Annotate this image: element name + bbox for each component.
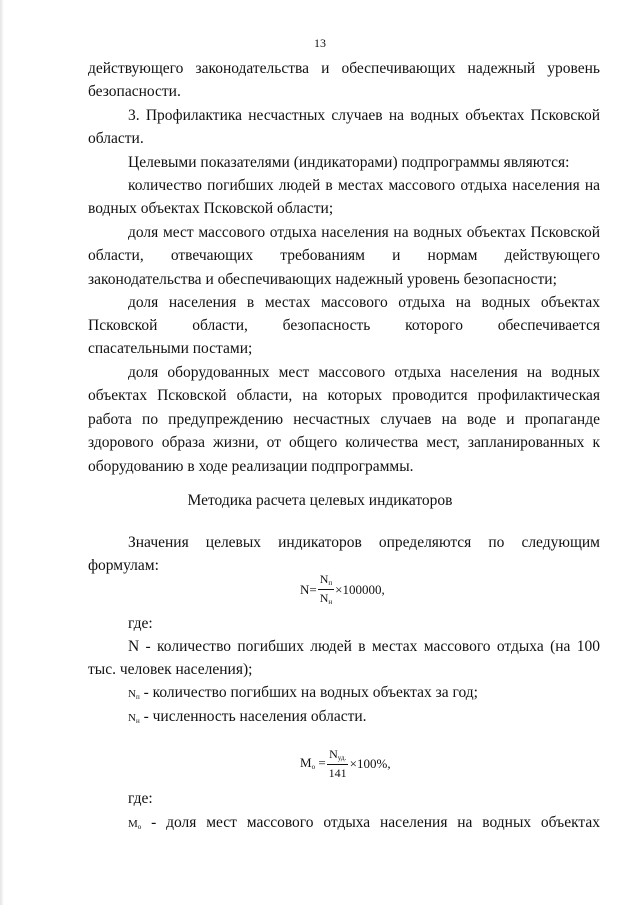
paragraph-item-3: 3. Профилактика несчастных случаев на водных объектах Псковской области. <box>88 107 600 148</box>
paragraph-indicator-deaths: количество погибших людей в местах массового отдыха населения на водных объектах Псковской области; <box>88 177 600 218</box>
paragraph-indicator-population-end: спасательными постами; <box>88 340 253 357</box>
formula-n-numerator: $N_п$ <box>318 573 334 590</box>
paragraph-indicators-intro: Целевыми показателями (индикаторами) подпрограммы являются: <box>128 154 570 171</box>
page-number: 13 <box>314 36 326 50</box>
formula-mo-numerator: $N_{уд.}$ <box>327 748 348 765</box>
definition-n-p: $N_п$ - количество погибших на водных объектах за год; <box>128 684 478 701</box>
definition-n: N - количество погибших людей в местах массового отдыха (на 100 тыс. человек населения); <box>88 638 600 679</box>
paragraph-indicator-population: доля населения в местах массового отдыха на водных объектах Псковской области, безопасность которого обеспечивается <box>88 294 600 335</box>
paragraph-indicator-equipped-places: доля оборудованных мест массового отдыха населения на водных объектах Псковской области, на которых проводится профилактическая работа по предупреждению несчастных случаев на воде и пропаганде здорового образа жизни, от общего количества мест, запланированных к оборудованию в ходе реализации подпрограммы. <box>88 364 600 475</box>
definition-n-n: $N_н$ - численность населения области. <box>128 708 367 725</box>
paragraph-indicator-safe-places: доля мест массового отдыха населения на водных объектах Псковской области, отвечающих требованиям и нормам действующего законодательства и обеспечивающих надежный уровень безопасности; <box>88 224 600 288</box>
symbol-mo: $M_о$ <box>128 818 142 831</box>
formula-mo-rhs: ×100%, <box>349 756 391 771</box>
formula-mo-denominator: 141 <box>328 766 347 780</box>
formula-mo-fraction <box>327 748 349 779</box>
symbol-n-p: $N_п$ <box>128 688 140 701</box>
definition-mo: $M_о$ - доля мест массового отдыха населения на водных объектах <box>128 814 600 831</box>
where-label-2: где: <box>128 790 153 807</box>
formula-n-fraction <box>318 573 334 606</box>
formula-mo <box>300 748 391 779</box>
formula-n <box>300 573 385 606</box>
formula-mo-lhs: $M_о$ = <box>300 755 326 771</box>
formula-n-denominator: $N_н$ <box>319 591 333 606</box>
symbol-n-n: $N_н$ <box>128 712 140 725</box>
paragraph-formulas-intro: Значения целевых индикаторов определяются по следующим формулам: <box>88 534 600 575</box>
where-label-1: где: <box>128 615 153 632</box>
formula-n-lhs: N= <box>300 582 317 597</box>
formula-n-rhs: ×100000, <box>335 582 385 597</box>
paragraph-continuation: действующего законодательства и обеспечивающих надежный уровень безопасности. <box>88 60 600 101</box>
section-title: Методика расчета целевых индикаторов <box>187 492 453 509</box>
